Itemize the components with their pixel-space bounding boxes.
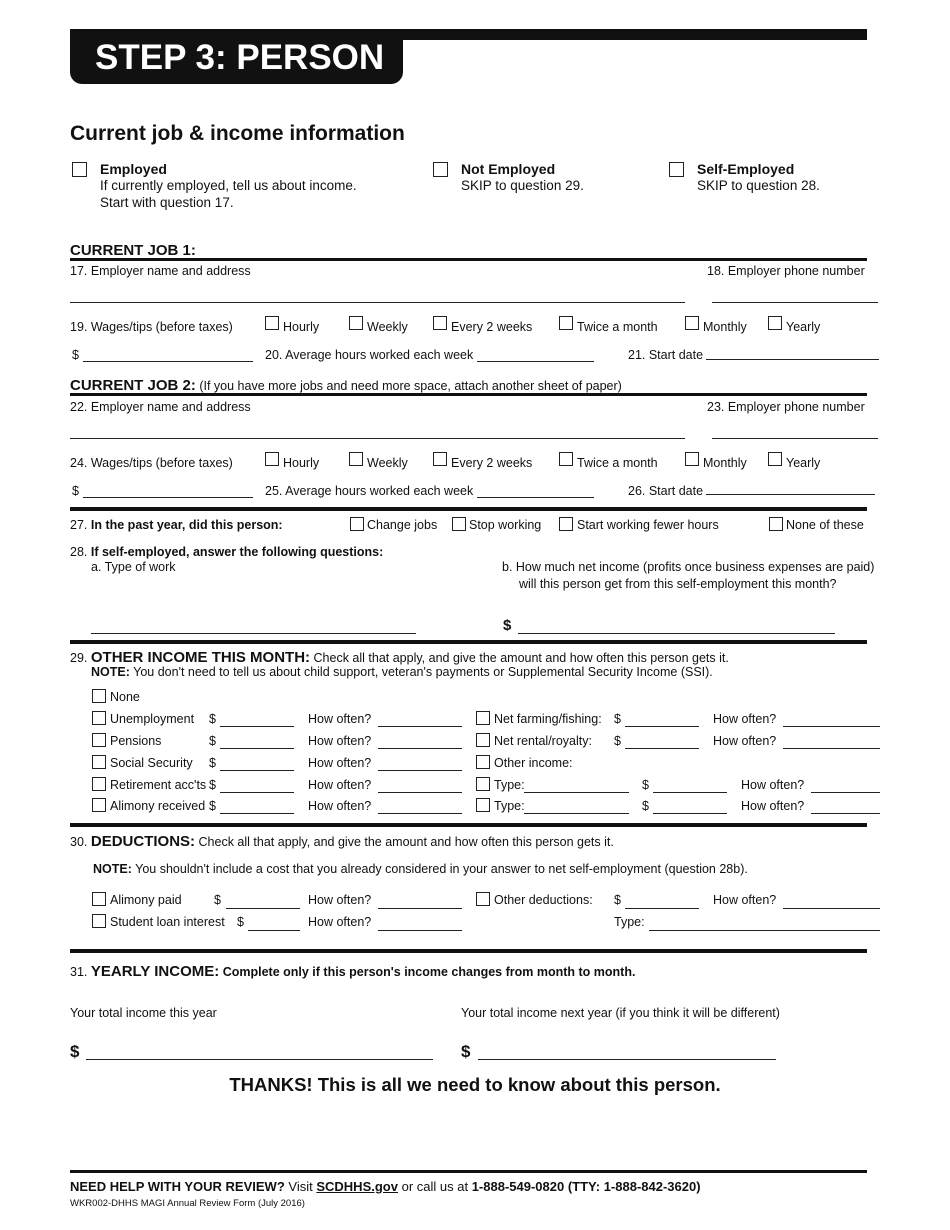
q29-type1-amount-line[interactable] xyxy=(653,792,727,793)
job1-hours-label: 20. Average hours worked each week xyxy=(265,348,474,362)
q30-heading-rest: Check all that apply, and give the amount and how often this person gets it. xyxy=(198,835,614,849)
employed-instruction-2: Start with question 17. xyxy=(100,195,234,210)
q30-alimony-paid-dollar: $ xyxy=(214,893,221,907)
q30-alimony-paid-label: Alimony paid xyxy=(110,893,182,907)
self-employed-label: Self-Employed xyxy=(697,161,795,177)
q29-retirement-checkbox[interactable] xyxy=(92,777,106,791)
job2-employer-line[interactable] xyxy=(70,438,685,439)
q29-farming-amount-line[interactable] xyxy=(625,726,699,727)
job1-freq-monthly-label: Monthly xyxy=(703,320,747,334)
job2-freq-twice-label: Twice a month xyxy=(577,456,658,470)
job2-heading: CURRENT JOB 2: xyxy=(70,377,196,394)
q29-rental-dollar: $ xyxy=(614,734,621,748)
job2-freq-monthly-checkbox[interactable] xyxy=(685,452,699,466)
job2-freq-monthly-label: Monthly xyxy=(703,456,747,470)
q30-student-loan-dollar: $ xyxy=(237,915,244,929)
job1-employer-line[interactable] xyxy=(70,302,685,303)
job2-freq-every2weeks-checkbox[interactable] xyxy=(433,452,447,466)
q29-pensions-how-often-line[interactable] xyxy=(378,748,462,749)
q29-pensions-how-often: How often? xyxy=(308,734,372,748)
q29-retirement-label: Retirement acc'ts xyxy=(110,778,207,792)
q31-top-rule xyxy=(70,949,867,953)
q29-alimony-received-checkbox[interactable] xyxy=(92,798,106,812)
q29-note-text: You don't need to tell us about child support, veteran's payments or Supplemental Security Income (SSI). xyxy=(133,665,713,679)
q30-heading-row xyxy=(70,833,614,850)
q28-number: 28. xyxy=(70,545,88,559)
q31-this-year-line[interactable] xyxy=(86,1059,433,1060)
header-bar xyxy=(400,29,867,40)
q29-type1-how-often: How often? xyxy=(741,778,805,792)
q29-social-security-label: Social Security xyxy=(110,756,193,770)
q30-alimony-paid-amount-line[interactable] xyxy=(226,908,300,909)
job2-freq-every2weeks-label: Every 2 weeks xyxy=(451,456,533,470)
employed-instruction-1: If currently employed, tell us about income. xyxy=(100,178,357,193)
not-employed-checkbox[interactable] xyxy=(433,162,448,177)
q29-farming-dollar: $ xyxy=(614,712,621,726)
job2-freq-weekly-label: Weekly xyxy=(367,456,408,470)
q29-heading: OTHER INCOME THIS MONTH: xyxy=(90,649,311,666)
q29-pensions-label: Pensions xyxy=(110,734,162,748)
thanks-message: THANKS! This is all we need to know about this person. xyxy=(229,1074,721,1095)
q29-farming-how-often: How often? xyxy=(713,712,777,726)
q31-heading-row xyxy=(70,963,635,980)
q29-heading-row xyxy=(70,649,729,666)
q28-a-label: a. Type of work xyxy=(91,560,176,574)
job1-heading: CURRENT JOB 1: xyxy=(70,242,196,259)
not-employed-instruction: SKIP to question 29. xyxy=(461,178,584,193)
q28-type-of-work-line[interactable] xyxy=(91,633,416,634)
q29-type1-line[interactable] xyxy=(524,792,629,793)
q29-retirement-how-often-line[interactable] xyxy=(378,792,462,793)
q29-retirement-dollar: $ xyxy=(209,778,216,792)
employed-label: Employed xyxy=(100,161,167,177)
job2-wages-label: 24. Wages/tips (before taxes) xyxy=(70,456,233,470)
q27-fewer-hours-checkbox[interactable] xyxy=(559,517,573,531)
job2-start-line[interactable] xyxy=(706,494,875,495)
q29-type1-how-often-line[interactable] xyxy=(811,792,880,793)
q30-alimony-paid-checkbox[interactable] xyxy=(92,892,106,906)
q29-type1-dollar: $ xyxy=(642,778,649,792)
q30-note-row xyxy=(93,862,748,876)
q29-retirement-amount-line[interactable] xyxy=(220,792,294,793)
q30-heading: DEDUCTIONS: xyxy=(90,833,196,850)
self-employed-checkbox[interactable] xyxy=(669,162,684,177)
job2-employer-label: 22. Employer name and address xyxy=(70,400,251,414)
q28-b-line1: b. How much net income (profits once business expenses are paid) xyxy=(502,560,875,574)
q29-type1-label: Type: xyxy=(494,778,525,792)
job1-rule xyxy=(70,258,867,261)
q29-social-security-how-often-line[interactable] xyxy=(378,770,462,771)
q31-next-year-line[interactable] xyxy=(478,1059,776,1060)
job1-freq-weekly-label: Weekly xyxy=(367,320,408,334)
q29-note-label: NOTE: xyxy=(91,665,130,679)
q31-number: 31. xyxy=(70,965,88,979)
job2-dollar: $ xyxy=(72,484,79,498)
q29-social-security-dollar: $ xyxy=(209,756,216,770)
job1-freq-twice-label: Twice a month xyxy=(577,320,658,334)
q29-type2-line[interactable] xyxy=(524,813,629,814)
q30-note-label: NOTE: xyxy=(93,862,132,876)
q29-type2-how-often-line[interactable] xyxy=(811,813,880,814)
footer-site-link[interactable]: SCDHHS.gov xyxy=(316,1179,398,1194)
q29-alimony-received-dollar: $ xyxy=(209,799,216,813)
q29-alimony-received-how-often: How often? xyxy=(308,799,372,813)
job2-wages-line[interactable] xyxy=(83,497,253,498)
q29-unemployment-how-often: How often? xyxy=(308,712,372,726)
self-employed-instruction: SKIP to question 28. xyxy=(697,178,820,193)
q30-note-text: You shouldn't include a cost that you already considered in your answer to net self-employment (question 28b). xyxy=(135,862,748,876)
footer-help-bold: NEED HELP WITH YOUR REVIEW? xyxy=(70,1179,285,1194)
q27-stop-working-checkbox[interactable] xyxy=(452,517,466,531)
q27-change-jobs-label: Change jobs xyxy=(367,518,438,532)
job1-freq-hourly-label: Hourly xyxy=(283,320,320,334)
q30-other-how-often-line[interactable] xyxy=(783,908,880,909)
q29-rental-how-often-line[interactable] xyxy=(783,748,880,749)
q29-social-security-checkbox[interactable] xyxy=(92,755,106,769)
q31-next-year-label: Your total income next year (if you think it will be different) xyxy=(461,1006,780,1020)
q29-alimony-received-amount-line[interactable] xyxy=(220,813,294,814)
job1-freq-monthly-checkbox[interactable] xyxy=(685,316,699,330)
q29-farming-label: Net farming/fishing: xyxy=(494,712,602,726)
job2-freq-twice-checkbox[interactable] xyxy=(559,452,573,466)
q31-this-year-dollar: $ xyxy=(70,1042,80,1061)
job1-start-line[interactable] xyxy=(706,359,879,360)
job1-freq-hourly-checkbox[interactable] xyxy=(265,316,279,330)
job2-start-label: 26. Start date xyxy=(628,484,704,498)
q29-rental-label: Net rental/royalty: xyxy=(494,734,592,748)
job1-freq-yearly-checkbox[interactable] xyxy=(768,316,782,330)
q29-type1-checkbox[interactable] xyxy=(476,777,490,791)
job1-employer-label: 17. Employer name and address xyxy=(70,264,251,278)
job2-freq-weekly-checkbox[interactable] xyxy=(349,452,363,466)
q29-unemployment-amount-line[interactable] xyxy=(220,726,294,727)
job2-heading-row xyxy=(70,377,622,394)
not-employed-label: Not Employed xyxy=(461,161,556,177)
q31-heading: YEARLY INCOME: xyxy=(90,963,220,980)
footer-form-id: WKR002-DHHS MAGI Annual Review Form (July 2016) xyxy=(70,1198,305,1209)
job1-dollar: $ xyxy=(72,348,79,362)
q27-question: In the past year, did this person: xyxy=(90,518,283,532)
job1-wages-label: 19. Wages/tips (before taxes) xyxy=(70,320,233,334)
q29-rental-checkbox[interactable] xyxy=(476,733,490,747)
q29-type2-checkbox[interactable] xyxy=(476,798,490,812)
q31-heading-rest: Complete only if this person's income changes from month to month. xyxy=(222,965,636,979)
q31-this-year-label: Your total income this year xyxy=(70,1006,217,1020)
q29-unemployment-how-often-line[interactable] xyxy=(378,726,462,727)
q27-fewer-hours-label: Start working fewer hours xyxy=(577,518,719,532)
q29-pensions-checkbox[interactable] xyxy=(92,733,106,747)
job2-phone-label: 23. Employer phone number xyxy=(707,400,865,414)
q30-alimony-paid-how-often-line[interactable] xyxy=(378,908,462,909)
q29-other-income-label: Other income: xyxy=(494,756,573,770)
q29-alimony-received-how-often-line[interactable] xyxy=(378,813,462,814)
q29-alimony-received-label: Alimony received xyxy=(110,799,206,813)
q28-question: If self-employed, answer the following questions: xyxy=(90,545,384,559)
q30-student-loan-label: Student loan interest xyxy=(110,915,225,929)
job2-phone-line[interactable] xyxy=(712,438,878,439)
q30-alimony-paid-how-often: How often? xyxy=(308,893,372,907)
q29-type2-how-often: How often? xyxy=(741,799,805,813)
job1-start-label: 21. Start date xyxy=(628,348,704,362)
q29-unemployment-checkbox[interactable] xyxy=(92,711,106,725)
q30-student-loan-amount-line[interactable] xyxy=(248,930,300,931)
q29-note-row xyxy=(91,665,713,679)
job2-heading-note: (If you have more jobs and need more space, attach another sheet of paper) xyxy=(199,379,622,393)
footer-help xyxy=(70,1180,701,1195)
q30-other-amount-line[interactable] xyxy=(625,908,699,909)
q29-social-security-how-often: How often? xyxy=(308,756,372,770)
footer-phone: 1-888-549-0820 (TTY: 1-888-842-3620) xyxy=(471,1179,701,1194)
q30-other-how-often: How often? xyxy=(713,893,777,907)
job-section-end-rule xyxy=(70,507,867,511)
q30-number: 30. xyxy=(70,835,88,849)
q29-type2-amount-line[interactable] xyxy=(653,813,727,814)
q31-next-year-dollar: $ xyxy=(461,1042,471,1061)
q29-top-rule xyxy=(70,640,867,644)
q27-change-jobs-checkbox[interactable] xyxy=(350,517,364,531)
q30-other-dollar: $ xyxy=(614,893,621,907)
q30-type-line[interactable] xyxy=(649,930,880,931)
q30-other-deductions-label: Other deductions: xyxy=(494,893,593,907)
job1-freq-every2weeks-checkbox[interactable] xyxy=(433,316,447,330)
q29-rental-amount-line[interactable] xyxy=(625,748,699,749)
q29-retirement-how-often: How often? xyxy=(308,778,372,792)
q27-none-checkbox[interactable] xyxy=(769,517,783,531)
footer-rule xyxy=(70,1170,867,1173)
job2-rule xyxy=(70,393,867,396)
q29-unemployment-label: Unemployment xyxy=(110,712,195,726)
job1-hours-line[interactable] xyxy=(477,361,594,362)
job2-freq-hourly-checkbox[interactable] xyxy=(265,452,279,466)
q29-farming-how-often-line[interactable] xyxy=(783,726,880,727)
q29-rental-how-often: How often? xyxy=(713,734,777,748)
q29-type2-label: Type: xyxy=(494,799,525,813)
q29-farming-checkbox[interactable] xyxy=(476,711,490,725)
q29-none-label: None xyxy=(110,690,140,704)
q30-other-deductions-checkbox[interactable] xyxy=(476,892,490,906)
section-title: Current job & income information xyxy=(70,122,405,145)
q29-other-income-checkbox[interactable] xyxy=(476,755,490,769)
q30-student-loan-how-often-line[interactable] xyxy=(378,930,462,931)
job1-freq-every2weeks-label: Every 2 weeks xyxy=(451,320,533,334)
q29-pensions-dollar: $ xyxy=(209,734,216,748)
job1-wages-line[interactable] xyxy=(83,361,253,362)
q28-row xyxy=(70,545,383,559)
q30-type-label: Type: xyxy=(614,915,645,929)
q27-row xyxy=(70,518,283,532)
job1-freq-weekly-checkbox[interactable] xyxy=(349,316,363,330)
q29-heading-rest: Check all that apply, and give the amount and how often this person gets it. xyxy=(313,651,729,665)
job2-freq-yearly-checkbox[interactable] xyxy=(768,452,782,466)
q29-none-checkbox[interactable] xyxy=(92,689,106,703)
job1-freq-yearly-label: Yearly xyxy=(786,320,821,334)
job2-hours-label: 25. Average hours worked each week xyxy=(265,484,474,498)
q30-student-loan-checkbox[interactable] xyxy=(92,914,106,928)
q28-b-line2: will this person get from this self-employment this month? xyxy=(519,577,837,591)
q29-pensions-amount-line[interactable] xyxy=(220,748,294,749)
q27-none-label: None of these xyxy=(786,518,864,532)
q30-student-loan-how-often: How often? xyxy=(308,915,372,929)
job2-freq-yearly-label: Yearly xyxy=(786,456,821,470)
job1-phone-label: 18. Employer phone number xyxy=(707,264,865,278)
q28-net-income-line[interactable] xyxy=(518,633,835,634)
q29-number: 29. xyxy=(70,651,88,665)
q27-stop-working-label: Stop working xyxy=(469,518,542,532)
q29-type2-dollar: $ xyxy=(642,799,649,813)
job2-freq-hourly-label: Hourly xyxy=(283,456,320,470)
job2-hours-line[interactable] xyxy=(477,497,594,498)
q28-dollar: $ xyxy=(503,617,512,634)
q29-unemployment-dollar: $ xyxy=(209,712,216,726)
job1-freq-twice-checkbox[interactable] xyxy=(559,316,573,330)
q29-social-security-amount-line[interactable] xyxy=(220,770,294,771)
footer-visit: Visit xyxy=(288,1179,313,1194)
footer-or-call: or call us at xyxy=(401,1179,469,1194)
q30-top-rule xyxy=(70,823,867,827)
step-title: STEP 3: PERSON xyxy=(95,38,385,77)
employed-checkbox[interactable] xyxy=(72,162,87,177)
job1-phone-line[interactable] xyxy=(712,302,878,303)
q27-number: 27. xyxy=(70,518,88,532)
